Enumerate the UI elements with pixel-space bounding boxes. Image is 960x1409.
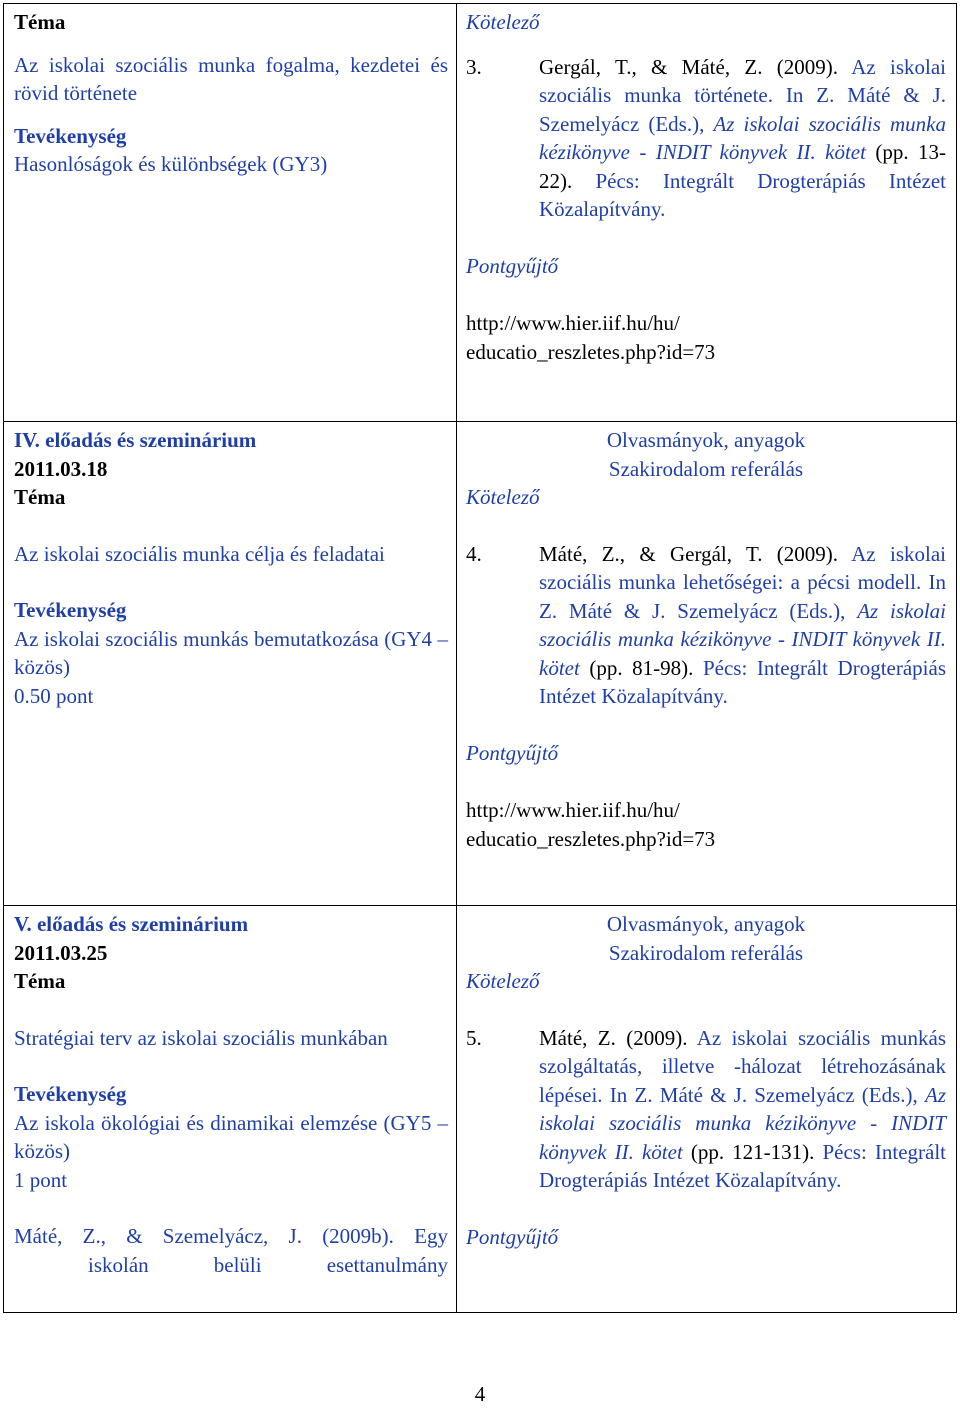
activity-label: Tevékenység — [14, 123, 127, 148]
readings-heading: Olvasmányok, anyagok — [606, 428, 806, 452]
required-label: Kötelező — [466, 485, 540, 509]
session-date: 2011.03.25 — [14, 940, 108, 965]
required-label: Kötelező — [466, 969, 540, 993]
table-row — [4, 422, 957, 906]
table-row — [4, 4, 957, 422]
url-line[interactable]: http://www.hier.iif.hu/hu/ — [466, 798, 680, 822]
points-text: 0.50 pont — [14, 683, 94, 708]
left-cell — [4, 422, 457, 906]
session-date: 2011.03.18 — [14, 456, 108, 481]
url-line[interactable]: http://www.hier.iif.hu/hu/ — [466, 311, 680, 335]
extra-reference-line: Máté, Z., & Szemelyácz, J. (2009b). Egy — [14, 1224, 448, 1248]
session-heading: IV. előadás és szeminárium — [14, 428, 257, 452]
right-cell — [457, 906, 957, 1313]
left-cell — [4, 906, 457, 1313]
literature-heading: Szakirodalom referálás — [608, 940, 804, 965]
activity-text: Az iskola ökológiai és dinamikai elemzése (GY5 – közös) — [14, 1110, 448, 1163]
url-line[interactable]: educatio_reszletes.php?id=73 — [466, 339, 716, 364]
right-cell — [457, 4, 957, 422]
pointcollector-label: Pontgyűjtő — [466, 741, 559, 765]
required-label: Kötelező — [466, 10, 540, 34]
reference-entry: 5. Máté, Z. (2009). Az iskolai szociális munkás szolgáltatás, illetve -hálozat létrehozásának lépései. In Z. Máté & J. Szemelyácz (Eds.), Az iskolai szociális munka kézikönyve - INDIT könyvek II. kötet (pp. 121-131). Pécs: Integrált Drogterápiás Intézet Közalapítvány. — [466, 1025, 947, 1192]
reference-entry: 3. Gergál, T., & Máté, Z. (2009). Az iskolai szociális munka története. In Z. Máté & J. Szemelyácz (Eds.), Az iskolai szociális munka kézikönyve - INDIT könyvek II. kötet (pp. 13-22). Pécs: Integrált Drogterápiás Intézet Közalapítvány. — [466, 54, 947, 221]
reference-number: 5. — [466, 1025, 482, 1050]
right-cell — [457, 422, 957, 906]
pointcollector-label: Pontgyűjtő — [466, 254, 559, 278]
pointcollector-label: Pontgyűjtő — [466, 1225, 559, 1249]
reference-entry: 4. Máté, Z., & Gergál, T. (2009). Az iskolai szociális munka lehetőségei: a pécsi modell. In Z. Máté & J. Szemelyácz (Eds.), Az iskolai szociális munka kézikönyve - INDIT könyvek II. kötet (pp. 81-98). Pécs: Integrált Drogterápiás Intézet Közalapítvány. — [466, 541, 947, 708]
readings-heading: Olvasmányok, anyagok — [606, 912, 806, 936]
tema-text: Stratégiai terv az iskolai szociális munkában — [14, 1025, 388, 1050]
activity-label: Tevékenység — [14, 598, 127, 622]
url-line[interactable]: educatio_reszletes.php?id=73 — [466, 826, 716, 851]
tema-text: Az iskolai szociális munka fogalma, kezdetei és rövid története — [14, 52, 448, 105]
reference-number: 4. — [466, 541, 482, 566]
left-cell — [4, 4, 457, 422]
reference-number: 3. — [466, 54, 482, 79]
literature-heading: Szakirodalom referálás — [608, 456, 804, 481]
activity-text: Hasonlóságok és különbségek (GY3) — [14, 152, 328, 176]
tema-label: Téma — [14, 485, 66, 509]
page-number: 4 — [474, 1382, 486, 1406]
session-heading: V. előadás és szeminárium — [14, 912, 249, 936]
activity-label: Tevékenység — [14, 1082, 127, 1106]
activity-text: Az iskolai szociális munkás bemutatkozása (GY4 – közös) — [14, 626, 448, 679]
tema-label: Téma — [14, 969, 66, 993]
syllabus-table — [3, 3, 957, 1313]
table-row — [4, 906, 957, 1313]
points-text: 1 pont — [14, 1167, 68, 1192]
tema-label: Téma — [14, 10, 66, 34]
tema-text: Az iskolai szociális munka célja és feladatai — [14, 541, 385, 566]
extra-reference-line: iskolán belüli esettanulmány — [88, 1252, 448, 1277]
